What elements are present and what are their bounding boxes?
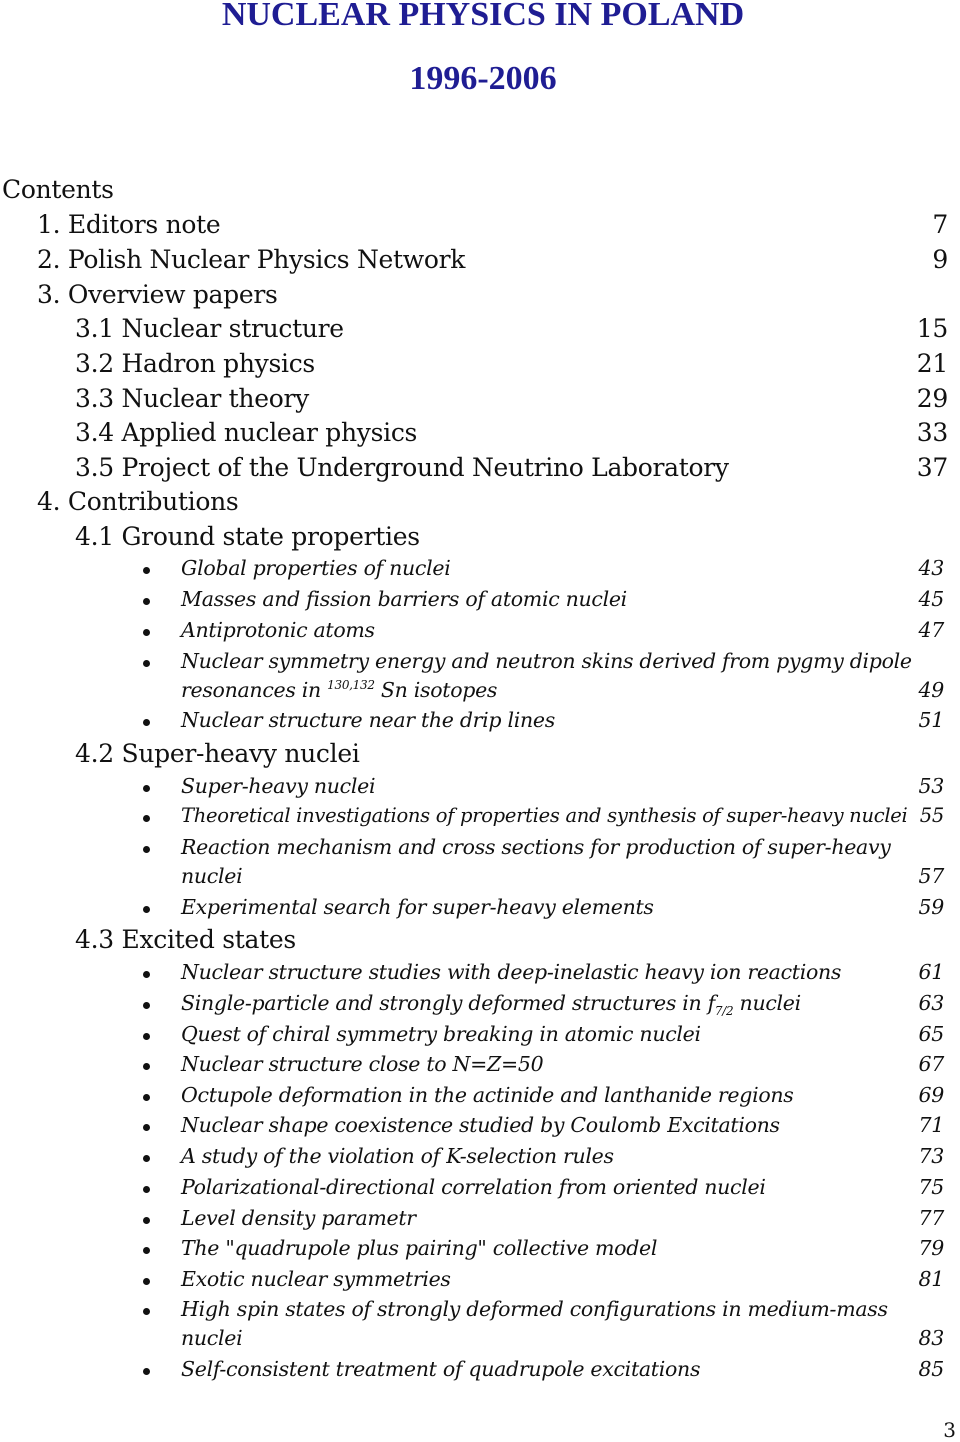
toc-item-title: Reaction mechanism and cross sections for production of super-heavy xyxy=(181,835,891,859)
toc-item-page: 81 xyxy=(918,1267,944,1291)
toc-item-title: Nuclear shape coexistence studied by Coulomb Excitations xyxy=(181,1113,780,1137)
toc-entry xyxy=(37,280,948,309)
toc-item-title: Octupole deformation in the actinide and lanthanide regions xyxy=(181,1083,794,1107)
toc-item xyxy=(181,1083,944,1107)
toc-entry xyxy=(75,384,948,413)
bullet-icon xyxy=(143,1002,150,1009)
toc-entry-page: 37 xyxy=(916,453,948,482)
toc-item-page: 59 xyxy=(918,895,944,919)
bullet-icon xyxy=(143,1368,150,1375)
toc-item-title-line2: nuclei xyxy=(181,864,243,888)
toc-item-page: 45 xyxy=(918,587,944,611)
toc-entry xyxy=(75,453,948,482)
toc-item-title: High spin states of strongly deformed configurations in medium-mass xyxy=(181,1297,888,1321)
bullet-icon xyxy=(143,815,150,822)
toc-item-page: 77 xyxy=(918,1206,944,1230)
toc-item-page: 67 xyxy=(918,1052,944,1076)
toc-item-page: 63 xyxy=(918,991,944,1015)
bullet-icon xyxy=(143,719,150,726)
title-part: Single-particle and strongly deformed structures in f xyxy=(181,991,715,1015)
toc-entry-page: 33 xyxy=(916,418,948,447)
toc-item-title-line2 xyxy=(181,678,497,702)
section-heading: 4.3 Excited states xyxy=(75,925,296,954)
toc-entry-label: 3.5 Project of the Underground Neutrino Laboratory xyxy=(75,453,729,482)
toc-item-page: 55 xyxy=(919,804,944,827)
toc-item-page: 75 xyxy=(918,1175,944,1199)
bullet-icon xyxy=(143,785,150,792)
bullet-icon xyxy=(143,906,150,913)
toc-item xyxy=(181,1022,944,1046)
section-heading: 4.1 Ground state properties xyxy=(75,522,420,551)
bullet-icon xyxy=(143,1155,150,1162)
page-subtitle: 1996-2006 xyxy=(409,60,557,97)
toc-entry-page: 29 xyxy=(916,384,948,413)
toc-item-page: 51 xyxy=(918,708,944,732)
isotope-superscript: 130,132 xyxy=(327,678,375,693)
bullet-icon xyxy=(143,846,150,853)
toc-item-title xyxy=(181,991,801,1019)
toc-entry-label: 4. Contributions xyxy=(37,487,239,516)
bullet-icon xyxy=(143,1308,150,1315)
toc-item-title: Self-consistent treatment of quadrupole excitations xyxy=(181,1357,701,1381)
toc-item xyxy=(181,1357,944,1381)
page-number: 3 xyxy=(943,1418,956,1442)
toc-item-page: 79 xyxy=(918,1236,944,1260)
toc-item-title: Experimental search for super-heavy elements xyxy=(181,895,654,919)
toc-item xyxy=(181,587,944,611)
bullet-icon xyxy=(143,660,150,667)
toc-entry xyxy=(75,349,948,378)
toc-item-title: Global properties of nuclei xyxy=(181,556,451,580)
toc-entry-label: 3.1 Nuclear structure xyxy=(75,314,344,343)
toc-item xyxy=(181,774,944,798)
toc-item-page: 85 xyxy=(918,1357,944,1381)
toc-item-page: 73 xyxy=(918,1144,944,1168)
toc-item-page: 57 xyxy=(918,864,944,888)
toc-entry-label: 3.4 Applied nuclear physics xyxy=(75,418,418,447)
toc-item xyxy=(181,1236,944,1260)
section-heading: 4.2 Super-heavy nuclei xyxy=(75,739,360,768)
toc-item xyxy=(181,649,944,709)
toc-item-title: Exotic nuclear symmetries xyxy=(181,1267,451,1291)
toc-item-title: Nuclear symmetry energy and neutron skins derived from pygmy dipole xyxy=(181,649,912,673)
toc-item xyxy=(181,618,944,642)
toc-entry xyxy=(37,487,948,516)
toc-item xyxy=(181,708,944,732)
toc-item xyxy=(181,991,944,1018)
bullet-icon xyxy=(143,1278,150,1285)
toc-item-title: Antiprotonic atoms xyxy=(181,618,375,642)
toc-item xyxy=(181,1175,944,1199)
contents-label: Contents xyxy=(2,175,114,204)
bullet-icon xyxy=(143,1217,150,1224)
toc-item xyxy=(181,835,944,895)
toc-item-title: Masses and fission barriers of atomic nuclei xyxy=(181,587,627,611)
toc-item xyxy=(181,1113,944,1137)
toc-entry xyxy=(75,418,948,447)
bullet-icon xyxy=(143,1063,150,1070)
title-part: nuclei xyxy=(733,991,801,1015)
bullet-icon xyxy=(143,1033,150,1040)
toc-entry-page: 7 xyxy=(932,210,948,239)
toc-item-page: 49 xyxy=(918,678,944,702)
toc-item-title: Level density parametr xyxy=(181,1206,416,1230)
toc-item xyxy=(181,960,944,984)
toc-item-title: Polarizational-directional correlation from oriented nuclei xyxy=(181,1175,766,1199)
toc-entry-page: 9 xyxy=(932,245,948,274)
toc-item xyxy=(181,556,944,580)
toc-item-title: Nuclear structure near the drip lines xyxy=(181,708,555,732)
toc-entry xyxy=(37,210,948,239)
toc-entry-label: 3.3 Nuclear theory xyxy=(75,384,309,413)
orbital-subscript: 7/2 xyxy=(714,1004,734,1019)
toc-entry xyxy=(37,245,948,274)
toc-item xyxy=(181,1206,944,1230)
toc-item xyxy=(181,1297,944,1357)
title-part: resonances in xyxy=(181,678,328,702)
toc-item-page: 43 xyxy=(918,556,944,580)
bullet-icon xyxy=(143,1094,150,1101)
toc-entry-label: 3. Overview papers xyxy=(37,280,278,309)
toc-item-title: Super-heavy nuclei xyxy=(181,774,376,798)
toc-item xyxy=(181,1052,944,1076)
toc-item-page: 65 xyxy=(918,1022,944,1046)
page-title: NUCLEAR PHYSICS IN POLAND xyxy=(221,0,745,33)
toc-item xyxy=(181,895,944,919)
toc-item-title: Nuclear structure close to N=Z=50 xyxy=(181,1052,544,1076)
toc-item xyxy=(181,1144,944,1168)
title-part: Sn isotopes xyxy=(374,678,498,702)
bullet-icon xyxy=(143,629,150,636)
toc-item-page: 69 xyxy=(918,1083,944,1107)
bullet-icon xyxy=(143,567,150,574)
toc-entry xyxy=(75,314,948,343)
toc-item-title: The "quadrupole plus pairing" collective model xyxy=(181,1236,658,1260)
toc-entry-page: 21 xyxy=(916,349,948,378)
toc-item xyxy=(181,804,944,827)
toc-item-title: A study of the violation of K-selection rules xyxy=(181,1144,614,1168)
toc-item-title: Theoretical investigations of properties and synthesis of super-heavy nuclei xyxy=(181,804,908,827)
toc-item-page: 61 xyxy=(918,960,944,984)
toc-item-page: 83 xyxy=(918,1326,944,1350)
toc-item-page: 71 xyxy=(918,1113,944,1137)
toc-item xyxy=(181,1267,944,1291)
toc-entry-label: 3.2 Hadron physics xyxy=(75,349,315,378)
bullet-icon xyxy=(143,598,150,605)
toc-item-title: Nuclear structure studies with deep-inelastic heavy ion reactions xyxy=(181,960,842,984)
toc-entry-label: 2. Polish Nuclear Physics Network xyxy=(37,245,466,274)
toc-entry-page: 15 xyxy=(916,314,948,343)
toc-item-page: 53 xyxy=(918,774,944,798)
bullet-icon xyxy=(143,1186,150,1193)
bullet-icon xyxy=(143,971,150,978)
bullet-icon xyxy=(143,1247,150,1254)
toc-entry-label: 1. Editors note xyxy=(37,210,221,239)
toc-item-page: 47 xyxy=(918,618,944,642)
toc-item-title: Quest of chiral symmetry breaking in atomic nuclei xyxy=(181,1022,701,1046)
bullet-icon xyxy=(143,1124,150,1131)
toc-item-title-line2: nuclei xyxy=(181,1326,243,1350)
